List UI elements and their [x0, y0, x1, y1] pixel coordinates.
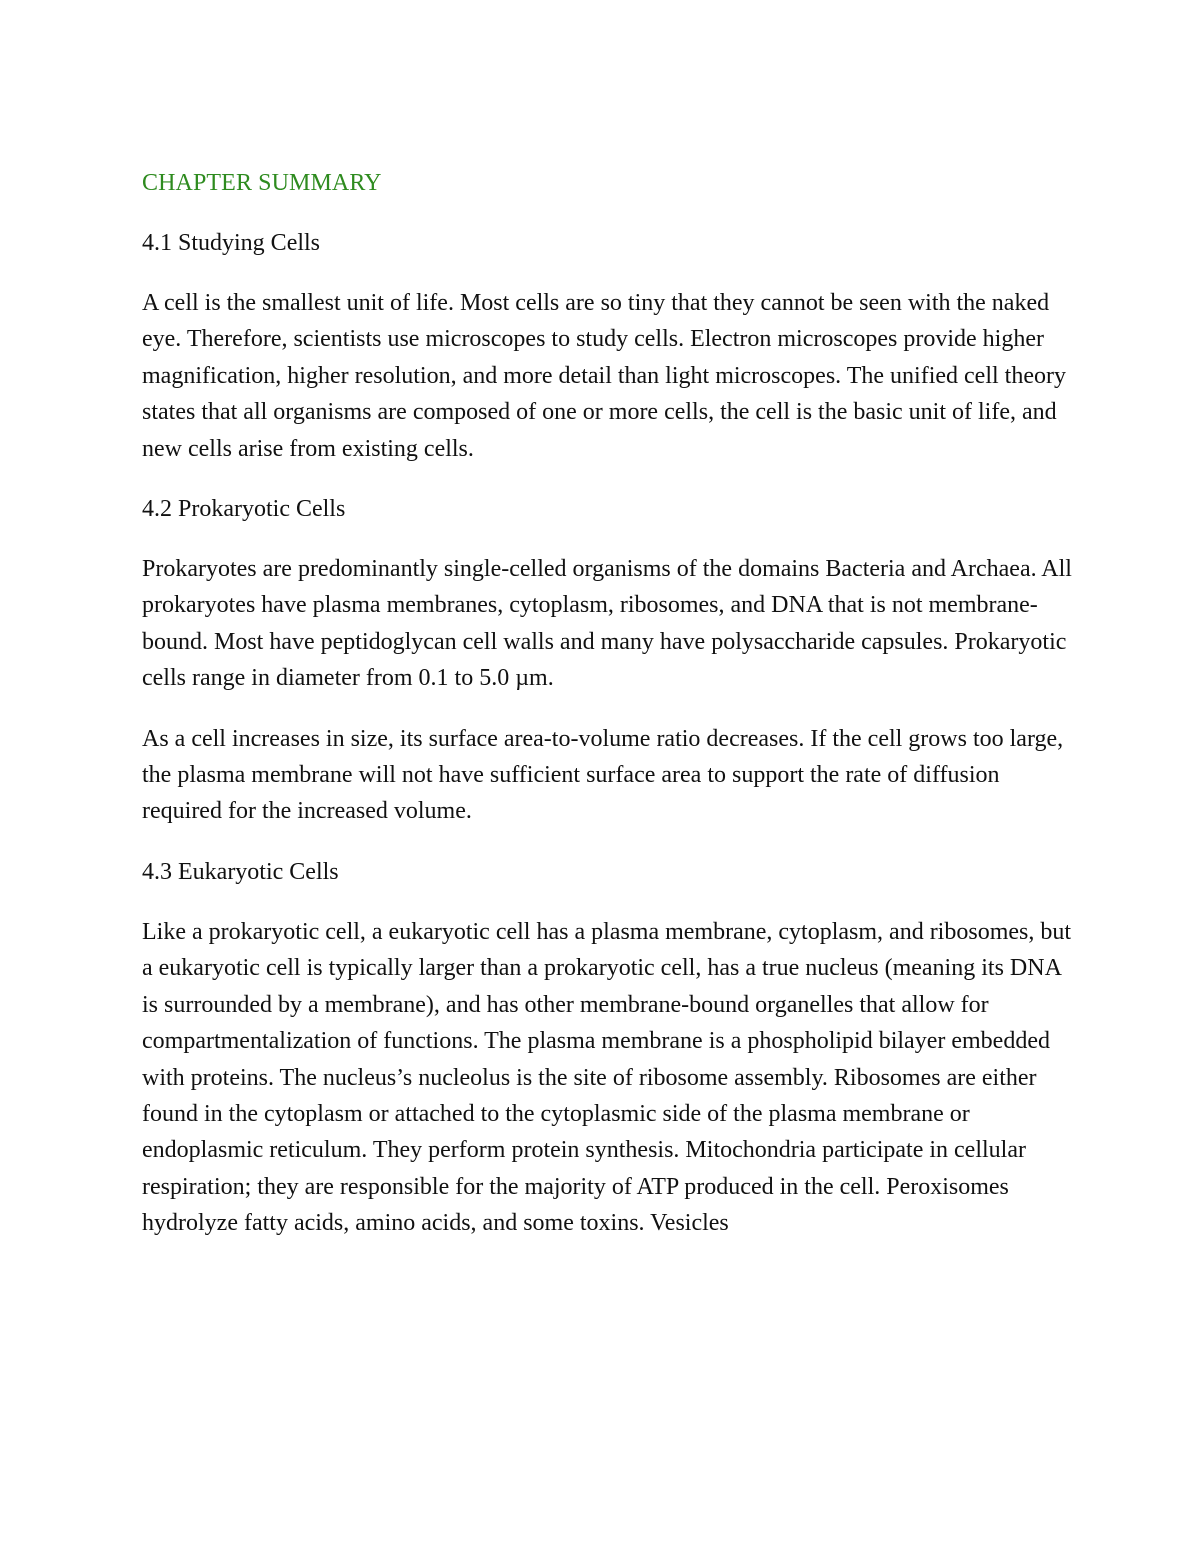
section-4-1-paragraph: A cell is the smallest unit of life. Most cells are so tiny that they cannot be seen with the naked eye. Therefore, scientists use microscopes to study cells. Electron microscopes provide higher magnification, higher resolution, and more detail than light microscopes. The unified cell theory states that all organisms are composed of one or more cells, the cell is the basic unit of life, and new cells arise from existing cells. [142, 290, 1066, 462]
section-heading-4-2: 4.2 Prokaryotic Cells [142, 496, 346, 523]
section-4-2-paragraph-1: Prokaryotes are predominantly single-celled organisms of the domains Bacteria and Archaea. All prokaryotes have plasma membranes, cytoplasm, ribosomes, and DNA that is not membrane-bound. Most have peptidoglycan cell walls and many have polysaccharide capsules. Prokaryotic cells range in diameter from 0.1 to 5.0 µm. [142, 556, 1072, 692]
document-content [142, 165, 1072, 1242]
section-heading-4-1: 4.1 Studying Cells [142, 230, 321, 256]
chapter-title: CHAPTER SUMMARY [142, 170, 382, 196]
section-4-2-paragraph-2: As a cell increases in size, its surface area-to-volume ratio decreases. If the cell grows too large, the plasma membrane will not have sufficient surface area to support the rate of diffusion required for the increased volume. [142, 725, 1064, 825]
section-heading-4-3: 4.3 Eukaryotic Cells [142, 858, 339, 885]
section-4-3-paragraph: Like a prokaryotic cell, a eukaryotic cell has a plasma membrane, cytoplasm, and ribosomes, but a eukaryotic cell is typically larger than a prokaryotic cell, has a true nucleus (meaning its DNA is surrounded by a membrane), and has other membrane-bound organelles that allow for compartmentalization of functions. The plasma membrane is a phospholipid bilayer embedded with proteins. The nucleus’s nucleolus is the site of ribosome assembly. Ribosomes are either found in the cytoplasm or attached to the cytoplasmic side of the plasma membrane or endoplasmic reticulum. They perform protein synthesis. Mitochondria participate in cellular respiration; they are responsible for the majority of ATP produced in the cell. Peroxisomes hydrolyze fatty acids, amino acids, and some toxins. Vesicles [142, 918, 1072, 1237]
